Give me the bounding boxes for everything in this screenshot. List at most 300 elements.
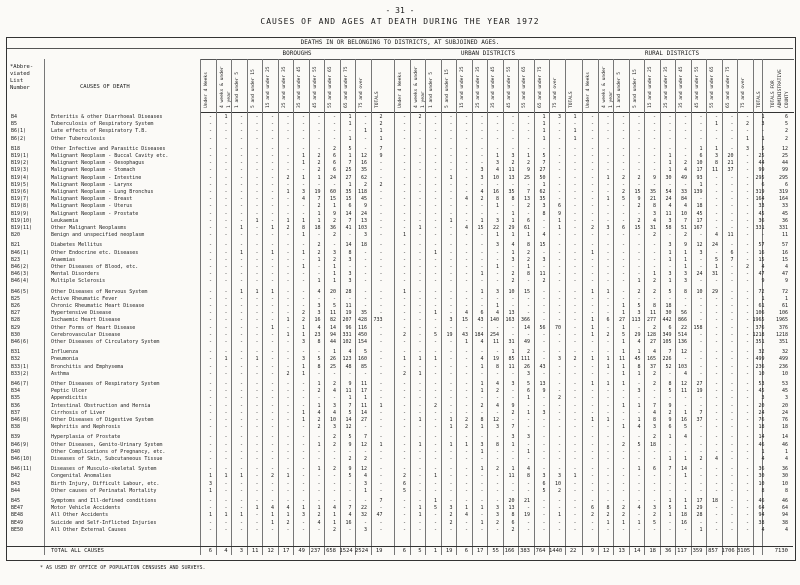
cell: - <box>286 441 290 448</box>
cell: - <box>270 189 274 195</box>
cell: - <box>745 210 749 217</box>
cell: - <box>433 225 437 231</box>
cell: - <box>573 388 577 395</box>
cell: 1 <box>480 217 484 224</box>
cell: 139 <box>693 189 703 195</box>
cell: - <box>573 381 577 387</box>
cell: - <box>363 370 367 377</box>
row-cause: Malignant Neoplasm - Lung Bronchus <box>51 189 154 195</box>
cell: 8 <box>652 203 656 210</box>
cell: - <box>480 232 484 239</box>
table-row <box>7 527 793 534</box>
cell: 17 <box>360 388 367 395</box>
cell: 1 <box>761 295 765 302</box>
cell: 15 <box>477 225 484 231</box>
cell: 1 <box>621 381 625 387</box>
total-cell: 6 <box>464 548 468 554</box>
cell: 1 <box>301 324 305 331</box>
cell: - <box>573 288 577 295</box>
cell: - <box>621 473 625 480</box>
cell: 3 <box>557 473 561 480</box>
cell: 1 <box>255 288 259 295</box>
row-cause: Other Diseases of Respiratory System <box>51 381 160 387</box>
cell: 14 <box>523 324 530 331</box>
cell: - <box>208 519 212 526</box>
cell: - <box>745 498 749 504</box>
cell: - <box>714 487 718 494</box>
cell: - <box>286 145 290 152</box>
cell: - <box>348 526 352 533</box>
cell: 5 <box>621 331 625 338</box>
cell: - <box>301 210 305 217</box>
cell: - <box>301 448 305 455</box>
cell: - <box>208 466 212 473</box>
cell: - <box>402 189 406 195</box>
cell: - <box>464 370 468 377</box>
cell: 10 <box>696 160 703 167</box>
cell: - <box>224 167 228 174</box>
table-row <box>7 488 793 495</box>
cell: - <box>224 288 228 295</box>
cell: - <box>418 242 422 249</box>
cell: 1 <box>606 196 610 203</box>
cell: - <box>239 505 243 512</box>
abbrev-label: *Abbre-viated List Number <box>10 64 34 91</box>
cell: - <box>480 203 484 210</box>
cell: 1 <box>348 181 352 188</box>
cell: - <box>730 317 734 324</box>
cell: - <box>606 114 610 120</box>
cell: - <box>402 363 406 370</box>
cell: 1 <box>621 339 625 345</box>
cell: - <box>714 512 718 519</box>
cell: - <box>286 526 290 533</box>
cell: - <box>606 487 610 494</box>
age-column-b-0: Under 4 Weeks <box>204 72 209 108</box>
cell: 2 <box>573 356 577 363</box>
cell: - <box>542 505 546 512</box>
cell: - <box>464 402 468 409</box>
cell: 2 <box>668 409 672 416</box>
cell: 5 <box>683 424 687 431</box>
cell: 27 <box>618 317 625 324</box>
cell: 2 <box>332 441 336 448</box>
cell: 14 <box>680 466 687 473</box>
cell: - <box>449 303 453 309</box>
cell: 8 <box>511 196 515 203</box>
cell: 2 <box>590 225 594 231</box>
age-column-b-5: 25 and under 35 <box>281 66 287 108</box>
cell: - <box>590 310 594 317</box>
cell: - <box>730 264 734 270</box>
cell: - <box>255 370 259 377</box>
cell: - <box>621 249 625 256</box>
row-code: B46(8) <box>11 417 30 423</box>
cell: - <box>402 409 406 416</box>
cell: 36 <box>758 217 765 224</box>
county-total-cell: 25 <box>781 153 788 159</box>
cell: 19 <box>446 331 453 338</box>
cell: - <box>590 295 594 302</box>
cell: - <box>668 232 672 239</box>
cell: 1 <box>637 349 641 356</box>
cell: 44 <box>329 339 336 345</box>
cell: - <box>286 114 290 120</box>
cell: 1 <box>480 519 484 526</box>
cell: - <box>526 128 530 135</box>
cell: - <box>480 473 484 480</box>
county-total-cell: 376 <box>778 324 788 331</box>
cell: - <box>542 303 546 309</box>
cell: - <box>270 160 274 167</box>
cell: - <box>699 487 703 494</box>
total-cell: 7130 <box>774 548 788 554</box>
cell: 3 <box>761 395 765 402</box>
cell: - <box>606 370 610 377</box>
cell: - <box>464 114 468 120</box>
cell: 11 <box>345 388 352 395</box>
cell: - <box>255 512 259 519</box>
cell: - <box>317 135 321 142</box>
cell: - <box>449 324 453 331</box>
cell: 10 <box>696 288 703 295</box>
cell: 1 <box>542 128 546 135</box>
cell: - <box>699 402 703 409</box>
cell: - <box>590 196 594 203</box>
cell: - <box>730 196 734 203</box>
cell: - <box>714 339 718 345</box>
cell: - <box>255 135 259 142</box>
cell: 3 <box>332 424 336 431</box>
cell: 2 <box>590 512 594 519</box>
cell: 19 <box>314 189 321 195</box>
cell: - <box>557 519 561 526</box>
cell: - <box>590 448 594 455</box>
cell: - <box>590 466 594 473</box>
cell: 2 <box>637 288 641 295</box>
cell: 8 <box>317 339 321 345</box>
cell: - <box>745 388 749 395</box>
cell: - <box>301 441 305 448</box>
cell: - <box>606 256 610 263</box>
county-total-cell: 2 <box>784 135 788 142</box>
cell: - <box>714 303 718 309</box>
row-code: B25 <box>11 295 21 302</box>
cell: - <box>714 174 718 181</box>
row-cause: Leukaemia <box>51 217 79 224</box>
cell: - <box>418 217 422 224</box>
cell: - <box>621 288 625 295</box>
cell: - <box>286 271 290 278</box>
cell: - <box>239 264 243 270</box>
cell: - <box>402 512 406 519</box>
cell: - <box>699 424 703 431</box>
cell: - <box>418 303 422 309</box>
row-cause: Tuberculosis of Respiratory System <box>51 121 154 128</box>
cell: 1 <box>668 512 672 519</box>
cell: - <box>573 349 577 356</box>
total-cell: 22 <box>569 548 577 554</box>
cell: - <box>255 498 259 504</box>
cell: - <box>208 135 212 142</box>
row-code: B45 <box>11 498 21 504</box>
cell: - <box>239 441 243 448</box>
cell: - <box>208 395 212 402</box>
cell: 17 <box>696 217 703 224</box>
cell: 7 <box>348 505 352 512</box>
cell: - <box>621 217 625 224</box>
cell: - <box>730 181 734 188</box>
cell: - <box>239 196 243 203</box>
county-total-cell: 4 <box>784 526 788 533</box>
cell: - <box>379 487 383 494</box>
cell: - <box>621 203 625 210</box>
cell: - <box>745 456 749 462</box>
cell: 13 <box>508 174 515 181</box>
cell: - <box>449 402 453 409</box>
cell: - <box>542 512 546 519</box>
cell: 70 <box>554 324 561 331</box>
cell: 8 <box>652 303 656 309</box>
cell: - <box>590 434 594 441</box>
cell: - <box>363 256 367 263</box>
cell: - <box>590 128 594 135</box>
cell: - <box>590 271 594 278</box>
cell: - <box>699 519 703 526</box>
total-cell: 237 <box>310 548 321 554</box>
cell: - <box>557 135 561 142</box>
cell: 33 <box>680 189 687 195</box>
county-total-cell: 3 <box>784 395 788 402</box>
cell: 31 <box>508 339 515 345</box>
cell: 254 <box>489 331 499 338</box>
cell: 2 <box>652 381 656 387</box>
cell: 21 <box>523 498 530 504</box>
cell: 36 <box>329 225 336 231</box>
cell: 45 <box>696 210 703 217</box>
cell: 118 <box>357 189 367 195</box>
cell: - <box>526 331 530 338</box>
cell: 93 <box>696 174 703 181</box>
cell: - <box>606 135 610 142</box>
cell: - <box>449 409 453 416</box>
cell: - <box>637 135 641 142</box>
cell: - <box>761 128 765 135</box>
cell: 35 <box>360 167 367 174</box>
cell: 2 <box>317 203 321 210</box>
cell: - <box>590 264 594 270</box>
cell: - <box>590 303 594 309</box>
row-code: B29 <box>11 324 21 331</box>
cell: - <box>637 210 641 217</box>
cell: 1 <box>286 331 290 338</box>
cell: - <box>730 128 734 135</box>
cell: - <box>208 505 212 512</box>
group-rural: RURAL DISTRICTS <box>644 50 700 57</box>
cell: - <box>480 278 484 285</box>
cell: - <box>683 114 687 120</box>
cell: - <box>270 498 274 504</box>
row-code: B19(6) <box>11 189 30 195</box>
cell: 9 <box>652 174 656 181</box>
cell: - <box>270 128 274 135</box>
cell: - <box>332 295 336 302</box>
row-cause: Other Malignant Neoplasms <box>51 225 127 231</box>
cell: - <box>449 145 453 152</box>
cell: - <box>714 295 718 302</box>
cell: - <box>301 519 305 526</box>
cell: 733 <box>373 317 383 324</box>
cell: 7 <box>526 189 530 195</box>
cell: - <box>239 256 243 263</box>
cell: 8 <box>606 505 610 512</box>
cell: - <box>557 381 561 387</box>
cell: - <box>606 217 610 224</box>
cell: 3 <box>301 512 305 519</box>
cell: 2 <box>464 424 468 431</box>
cell: 1 <box>573 135 577 142</box>
cell: - <box>464 217 468 224</box>
cell: - <box>637 498 641 504</box>
cell: - <box>557 303 561 309</box>
cell: - <box>379 324 383 331</box>
cell: 1 <box>668 167 672 174</box>
cell: 1 <box>557 217 561 224</box>
cell: 1 <box>761 114 765 120</box>
cell: - <box>433 409 437 416</box>
cell: 1 <box>449 217 453 224</box>
cell: - <box>745 278 749 285</box>
row-cause: Active Rheumatic Fever <box>51 295 118 302</box>
cell: - <box>590 424 594 431</box>
row-code: B19(9) <box>11 210 30 217</box>
row-code: B19(11) <box>11 225 33 231</box>
age-column-r-9: 65 and under 75 <box>725 66 731 108</box>
cell: 6 <box>730 249 734 256</box>
cell: - <box>526 310 530 317</box>
cell: 2 <box>511 271 515 278</box>
cell: - <box>449 434 453 441</box>
cell: - <box>449 114 453 120</box>
cell: 11 <box>345 303 352 309</box>
age-column-u-6: 35 and under 45 <box>491 66 496 108</box>
row-cause: Malignant Neoplasm - Breast <box>51 196 133 203</box>
cell: - <box>495 295 499 302</box>
cell: - <box>301 256 305 263</box>
cell: - <box>573 363 577 370</box>
cell: - <box>557 288 561 295</box>
row-code: BE48 <box>11 512 24 519</box>
cell: 2 <box>495 519 499 526</box>
cell: 1 <box>542 114 546 120</box>
total-cell: 17 <box>282 548 290 554</box>
row-code: B31 <box>11 349 21 356</box>
cell: - <box>699 310 703 317</box>
cell: 428 <box>357 317 367 324</box>
cell: - <box>402 167 406 174</box>
cell: 102 <box>342 339 352 345</box>
cell: - <box>363 498 367 504</box>
cell: - <box>317 121 321 128</box>
cell: - <box>418 402 422 409</box>
cell: 28 <box>696 512 703 519</box>
row-code: B20 <box>11 232 21 239</box>
cell: - <box>255 203 259 210</box>
cell: - <box>208 402 212 409</box>
row-cause: Other Forms of Heart Disease <box>51 324 136 331</box>
cell: - <box>208 203 212 210</box>
cell: - <box>668 480 672 487</box>
cell: - <box>433 512 437 519</box>
cell: 3 <box>495 512 499 519</box>
row-code: B18 <box>11 145 21 152</box>
cell: - <box>526 417 530 423</box>
table-row <box>7 417 793 424</box>
cell: - <box>332 128 336 135</box>
cell: - <box>418 381 422 387</box>
cell: 3 <box>526 434 530 441</box>
cell: 5 <box>637 441 641 448</box>
cell: - <box>730 303 734 309</box>
cell: 32 <box>758 349 765 356</box>
cell: - <box>714 441 718 448</box>
cell: - <box>317 456 321 462</box>
cell: - <box>418 317 422 324</box>
cell: 4 <box>761 456 765 462</box>
cell: - <box>637 167 641 174</box>
cell: - <box>464 174 468 181</box>
cell: - <box>745 370 749 377</box>
row-cause: Diabetes Mellitus <box>51 242 103 249</box>
cell: 2 <box>332 434 336 441</box>
cell: - <box>433 153 437 159</box>
cell: - <box>668 121 672 128</box>
cell: - <box>286 295 290 302</box>
cell: - <box>433 295 437 302</box>
cell: 26 <box>523 363 530 370</box>
cell: 5 <box>348 145 352 152</box>
cell: - <box>573 498 577 504</box>
cell: - <box>464 203 468 210</box>
cell: - <box>464 456 468 462</box>
cell: 45 <box>758 210 765 217</box>
cell: - <box>464 121 468 128</box>
cell: - <box>745 441 749 448</box>
cell: 6 <box>526 388 530 395</box>
age-column-b-8: 55 and under 65 <box>328 66 333 108</box>
cell: - <box>668 295 672 302</box>
cell: - <box>699 121 703 128</box>
cell: - <box>511 456 515 462</box>
row-cause: Peptic Ulcer <box>51 388 88 395</box>
cell: 2 <box>286 519 290 526</box>
cell: - <box>433 324 437 331</box>
cell: 6 <box>668 324 672 331</box>
cell: - <box>606 181 610 188</box>
cell: - <box>332 181 336 188</box>
cell: 44 <box>758 160 765 167</box>
cell: - <box>637 121 641 128</box>
cell: - <box>301 295 305 302</box>
cell: - <box>433 519 437 526</box>
cell: 27 <box>345 174 352 181</box>
cell: - <box>495 249 499 256</box>
cell: 2 <box>511 409 515 416</box>
cell: - <box>464 295 468 302</box>
total-cell: 857 <box>708 548 718 554</box>
cell: - <box>590 349 594 356</box>
total-cell: 5 <box>418 548 422 554</box>
